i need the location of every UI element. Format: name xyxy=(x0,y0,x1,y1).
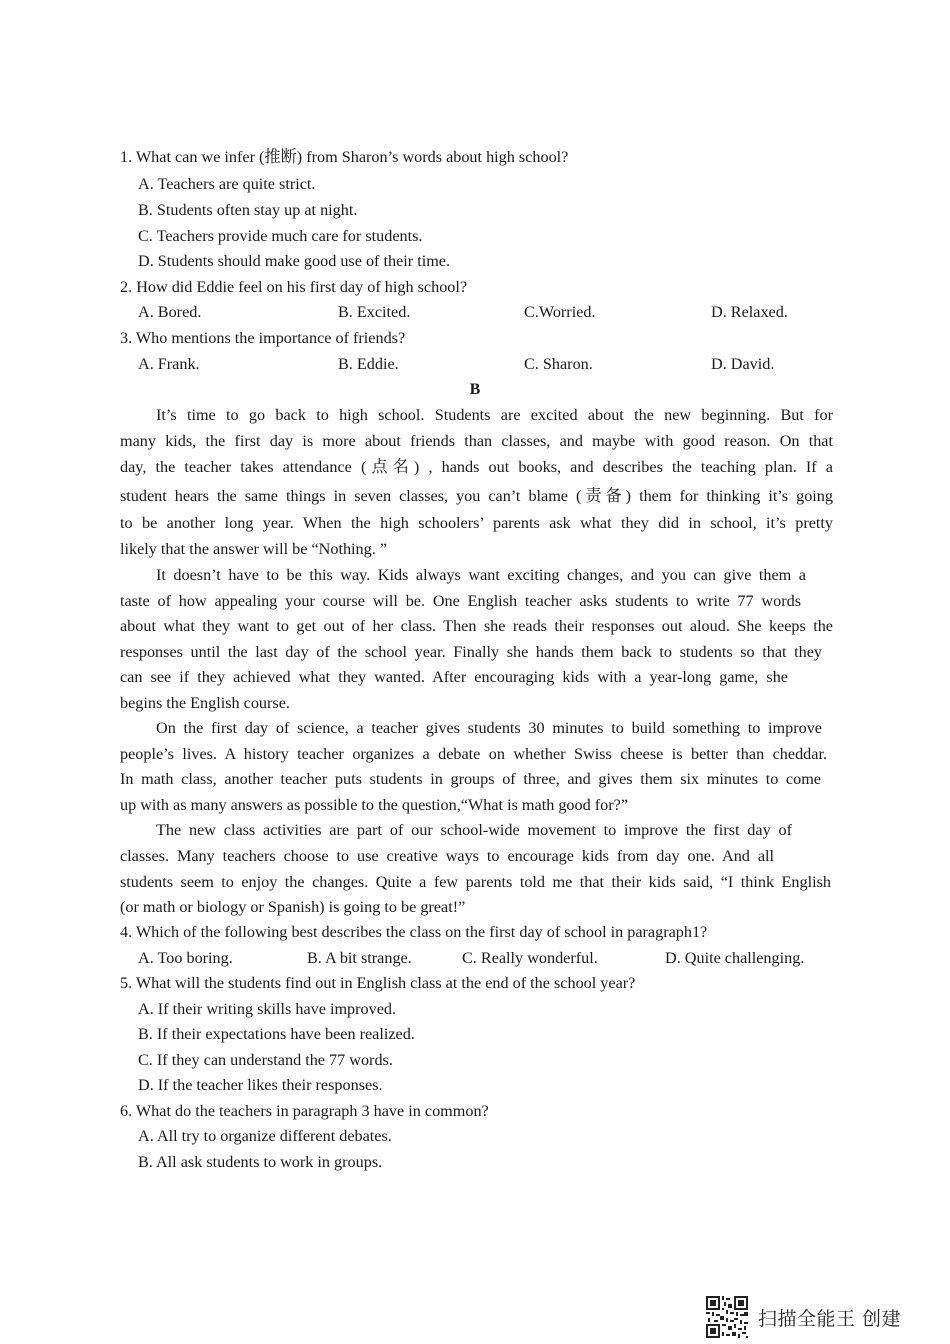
section-b-heading: B xyxy=(469,381,481,398)
passage-line: up with as many answers as possible to the question,“What is math good for?” xyxy=(120,796,629,814)
question-2-option-d: D. Relaxed. xyxy=(711,303,788,321)
passage-line xyxy=(120,591,801,611)
passage-text: student hears the same things in seven classes, you can’t blame (责备) them for thinking it’s going xyxy=(120,487,833,505)
question-3-option-d: D. David. xyxy=(711,355,775,373)
question-1-option-d: D. Students should make good use of their time. xyxy=(138,252,451,270)
question-2-option-a: A. Bored. xyxy=(138,303,202,321)
question-4-option-b: B. A bit strange. xyxy=(307,949,412,967)
question-3-option-b: B. Eddie. xyxy=(338,355,399,373)
question-1-stem: 1. What can we infer (推断) from Sharon’s words about high school? xyxy=(120,148,569,166)
question-1-option-a: A. Teachers are quite strict. xyxy=(138,175,316,193)
passage-text: On the first day of science, a teacher gives students 30 minutes to build something to improve xyxy=(156,719,822,737)
passage-text: about what they want to get out of her class. Then she reads their responses out aloud. She keeps the xyxy=(120,617,833,635)
question-6-stem: 6. What do the teachers in paragraph 3 have in common? xyxy=(120,1102,489,1120)
question-4-stem: 4. Which of the following best describes the class on the first day of school in paragraph1? xyxy=(120,923,708,941)
question-1-option-b: B. Students often stay up at night. xyxy=(138,201,358,219)
question-5-stem: 5. What will the students find out in English class at the end of the school year? xyxy=(120,974,636,992)
question-3-option-a: A. Frank. xyxy=(138,355,200,373)
passage-line xyxy=(120,642,822,662)
question-3-stem: 3. Who mentions the importance of friends? xyxy=(120,329,406,347)
passage-text: It doesn’t have to be this way. Kids always want exciting changes, and you can give them a xyxy=(156,566,806,584)
passage-line xyxy=(156,405,833,425)
passage-line: (or math or biology or Spanish) is going to be great!” xyxy=(120,898,466,916)
passage-line xyxy=(120,616,833,636)
question-4-option-c: C. Really wonderful. xyxy=(462,949,598,967)
passage-text: It’s time to go back to high school. Students are excited about the new beginning. But for xyxy=(156,406,833,424)
passage-line xyxy=(120,846,774,866)
question-2-option-b: B. Excited. xyxy=(338,303,411,321)
question-4-option-a: A. Too boring. xyxy=(138,949,233,967)
passage-text: The new class activities are part of our school-wide movement to improve the first day of xyxy=(156,821,792,839)
question-2-option-c: C.Worried. xyxy=(524,303,596,321)
question-4-option-d: D. Quite challenging. xyxy=(665,949,805,967)
passage-text: day, the teacher takes attendance (点名) , hands out books, and describes the teaching plan. If a xyxy=(120,458,833,476)
passage-line xyxy=(120,769,821,789)
passage-line xyxy=(156,565,806,585)
passage-line xyxy=(120,457,833,477)
passage-line xyxy=(120,431,833,451)
passage-text: responses until the last day of the school year. Finally she hands them back to students so that they xyxy=(120,643,822,661)
question-2-stem: 2. How did Eddie feel on his first day of high school? xyxy=(120,278,468,296)
passage-line xyxy=(156,718,822,738)
question-5-option-a: A. If their writing skills have improved. xyxy=(138,1000,397,1018)
question-5-option-b: B. If their expectations have been realized. xyxy=(138,1025,415,1043)
question-3-option-c: C. Sharon. xyxy=(524,355,593,373)
passage-text: to be another long year. When the high schoolers’ parents ask what they did in school, it’s pretty xyxy=(120,514,833,532)
question-5-option-d: D. If the teacher likes their responses. xyxy=(138,1076,383,1094)
qr-code-icon xyxy=(706,1296,748,1338)
passage-line xyxy=(120,744,827,764)
passage-text: In math class, another teacher puts students in groups of three, and gives them six minutes to come xyxy=(120,770,821,788)
question-6-option-a: A. All try to organize different debates. xyxy=(138,1127,392,1145)
passage-text: taste of how appealing your course will be. One English teacher asks students to write 77 words xyxy=(120,592,801,610)
passage-text: can see if they achieved what they wanted. After encouraging kids with a year-long game, she xyxy=(120,668,788,686)
passage-line xyxy=(120,513,833,533)
passage-line xyxy=(120,486,833,506)
passage-line xyxy=(120,872,831,892)
passage-line: begins the English course. xyxy=(120,694,290,712)
passage-text: classes. Many teachers choose to use creative ways to encourage kids from day one. And all xyxy=(120,847,774,865)
passage-text: students seem to enjoy the changes. Quite a few parents told me that their kids said, “I think English xyxy=(120,873,831,891)
question-6-option-b: B. All ask students to work in groups. xyxy=(138,1153,383,1171)
question-1-option-c: C. Teachers provide much care for students. xyxy=(138,227,423,245)
passage-line xyxy=(120,667,788,687)
passage-line xyxy=(156,820,792,840)
passage-text: people’s lives. A history teacher organizes a debate on whether Swiss cheese is better than cheddar. xyxy=(120,745,827,763)
passage-line: likely that the answer will be “Nothing. ” xyxy=(120,540,388,558)
camscanner-watermark xyxy=(706,1296,916,1338)
watermark-text: 扫描全能王 创建 xyxy=(758,1307,902,1330)
passage-text: many kids, the first day is more about friends than classes, and maybe with good reason. On that xyxy=(120,432,833,450)
question-5-option-c: C. If they can understand the 77 words. xyxy=(138,1051,393,1069)
